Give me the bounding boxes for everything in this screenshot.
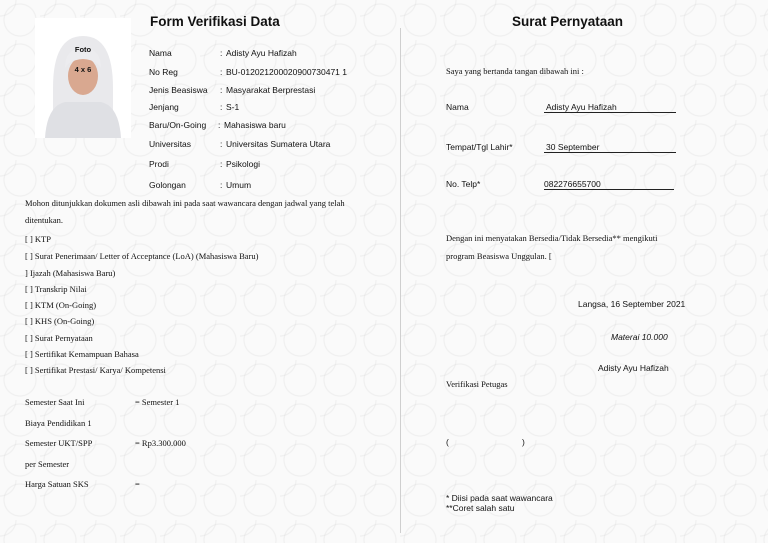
field-sep: : bbox=[220, 139, 223, 149]
field-label: Baru/On-Going bbox=[149, 120, 207, 130]
statement-nama-value: Adisty Ayu Hafizah bbox=[544, 102, 676, 113]
statement-ttl-label: Tempat/Tgl Lahir* bbox=[446, 142, 513, 152]
field-label: Jenjang bbox=[149, 102, 179, 112]
photo-label-line2: 4 x 6 bbox=[74, 65, 92, 74]
field-sep: : bbox=[220, 102, 223, 112]
field-label: Nama bbox=[149, 48, 172, 58]
statement-telp-label: No. Telp* bbox=[446, 179, 481, 189]
checklist-item: [ ] Surat Pernyataan bbox=[25, 333, 93, 343]
biaya-label: Biaya Pendidikan 1 bbox=[25, 418, 92, 428]
footnote-1: * Diisi pada saat wawancara bbox=[446, 493, 553, 503]
per-semester-label: per Semester bbox=[25, 459, 70, 469]
materai-label: Materai 10.000 bbox=[611, 332, 668, 342]
checklist-item: ] Ijazah (Mahasiswa Baru) bbox=[25, 268, 116, 278]
field-sep: : bbox=[220, 159, 223, 169]
checklist-item: [ ] Surat Penerimaan/ Letter of Acceptance (LoA) (Mahasiswa Baru) bbox=[25, 251, 259, 261]
field-value-golongan: Umum bbox=[226, 180, 252, 190]
field-value-prodi: Psikologi bbox=[226, 159, 261, 169]
ukt-value: = Rp3.300.000 bbox=[135, 438, 186, 448]
field-value-nama: Adisty Ayu Hafizah bbox=[226, 48, 297, 58]
ukt-label: Semester UKT/SPP bbox=[25, 438, 93, 448]
checklist-item: [ ] Sertifikat Kemampuan Bahasa bbox=[25, 349, 139, 359]
field-label: Universitas bbox=[149, 139, 192, 149]
profile-photo bbox=[35, 18, 131, 138]
photo-label-line1: Foto bbox=[74, 45, 92, 54]
harga-sks-label: Harga Satuan SKS bbox=[25, 479, 89, 489]
field-label: No Reg bbox=[149, 67, 178, 77]
statement-title: Surat Pernyataan bbox=[512, 14, 624, 29]
field-value-status: Mahasiswa baru bbox=[224, 120, 286, 130]
field-value-noreg: BU-012021200020900730471 1 bbox=[226, 67, 348, 77]
field-value-universitas: Universitas Sumatera Utara bbox=[226, 139, 331, 149]
page-divider bbox=[400, 28, 401, 533]
field-label: Prodi bbox=[149, 159, 169, 169]
harga-sks-value: = bbox=[135, 479, 140, 489]
field-sep: : bbox=[220, 180, 223, 190]
place-date: Langsa, 16 September 2021 bbox=[578, 299, 686, 309]
checklist-item: [ ] KHS (On-Going) bbox=[25, 316, 95, 326]
checklist-item: [ ] Transkrip Nilai bbox=[25, 284, 87, 294]
statement-ttl-value: 30 September bbox=[544, 142, 676, 153]
statement-telp-value: 082276655700 bbox=[544, 179, 674, 190]
instruction-text: Mohon ditunjukkan dokumen asli dibawah ini pada saat wawancara dengan jadwal yang telah bbox=[25, 198, 345, 208]
field-sep: : bbox=[220, 85, 223, 95]
verifikasi-label: Verifikasi Petugas bbox=[446, 379, 508, 389]
field-label: Golongan bbox=[149, 180, 186, 190]
field-label: Jenis Beasiswa bbox=[149, 85, 208, 95]
field-sep: : bbox=[220, 67, 223, 77]
statement-nama-label: Nama bbox=[446, 102, 469, 112]
field-sep: : bbox=[220, 48, 223, 58]
officer-paren-close: ) bbox=[522, 437, 525, 447]
statement-text-cont: program Beasiswa Unggulan. [ bbox=[446, 251, 552, 261]
checklist-item: [ ] KTM (On-Going) bbox=[25, 300, 97, 310]
statement-text: Dengan ini menyatakan Bersedia/Tidak Bersedia** mengikuti bbox=[446, 233, 658, 243]
field-sep: : bbox=[218, 120, 221, 130]
officer-paren-open: ( bbox=[446, 437, 449, 447]
checklist-item: [ ] Sertifikat Prestasi/ Karya/ Kompetensi bbox=[25, 365, 166, 375]
field-value-beasiswa: Masyarakat Berprestasi bbox=[226, 85, 316, 95]
signer-name: Adisty Ayu Hafizah bbox=[598, 363, 669, 373]
form-title: Form Verifikasi Data bbox=[150, 14, 280, 29]
field-value-jenjang: S-1 bbox=[226, 102, 240, 112]
footnote-2: **Coret salah satu bbox=[446, 503, 515, 513]
statement-intro: Saya yang bertanda tangan dibawah ini : bbox=[446, 66, 584, 76]
checklist-item: [ ] KTP bbox=[25, 234, 51, 244]
semester-label: Semester Saat Ini bbox=[25, 397, 85, 407]
semester-value: = Semester 1 bbox=[135, 397, 180, 407]
instruction-text-cont: ditentukan. bbox=[25, 215, 64, 225]
